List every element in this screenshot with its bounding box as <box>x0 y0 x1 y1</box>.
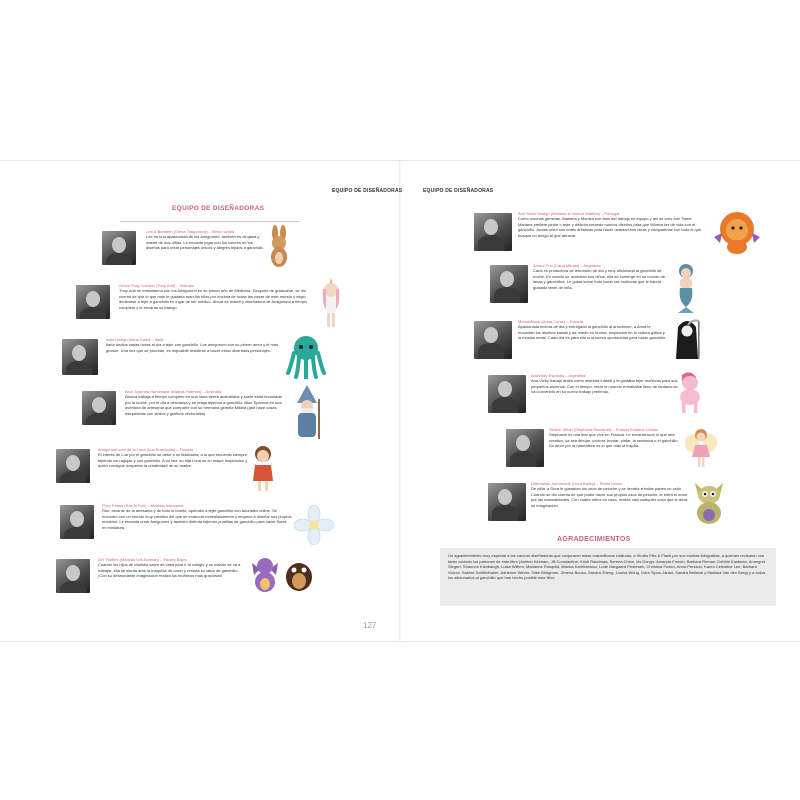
monster-toy-icon <box>692 479 726 527</box>
designer-text: Ariel Design (Ilaria Caliri) – Italia Ilaria dedica varias horas al día a tejer con ganchillo. Los amigurumi son su primer amor y el más grande. Una vez que se prueban, es imposible resistirse a hacer estos divertidos personajes. <box>106 337 281 353</box>
designer-photo <box>506 429 544 467</box>
book-spread <box>0 160 800 642</box>
designer-photo <box>62 339 98 375</box>
designer-text: AnaVicky Espósito – Argentina Ana Vicky trabajó antes como maestra infantil y le gustaba tejer muñecos para sus pequeños alumnos. Con el tiempo, crear un mundo entrañable lleno de fantasía se ha convertido en su nuevo trabajo preferido. <box>531 373 681 395</box>
designer-photo <box>56 559 90 593</box>
right-running-title: EQUIPO DE DISEÑADORAS <box>423 188 494 194</box>
designer-name: Sinbrin Stitch (Stephanie Boulanet) – Francia Estados Unidos <box>549 427 659 432</box>
left-section-title: EQUIPO DE DISEÑADORAS <box>172 205 265 212</box>
designer-photo <box>490 265 528 303</box>
designer-name: DIY Fluffies (Mariska Vos-Bolman) – Países Bajos <box>98 557 187 562</box>
left-running-title: EQUIPO DE DISEÑADORAS <box>332 188 403 194</box>
bunny-toy-icon <box>266 225 292 269</box>
designer-text: Ami Twins Design (Mariana & Mónica Martins) – Portugal Como muchas gemelas, Mariana y Mónica son fans del trabajo en equipo y así se creó Ami Twins. Mariana prefiere pintar o tejer y disfruta creando nuevos diseños para que Mónica les dé vida con el ganchillo. Juntas unen sus dotes artísticas para hacer realidad sus ideas y compartirlas con todo el que busque un amigo al que abrazar. <box>518 211 708 238</box>
wizard-toy-icon <box>290 385 324 441</box>
fairy-toy-icon <box>684 425 718 471</box>
designer-photo <box>474 321 512 359</box>
thanks-box <box>440 548 776 606</box>
thanks-text: Un agradecimiento muy especial a las caroros diseñadoras que conjuraron estas maravillosas criaturas, a Studio Flits & Flash por sus bonitas fotografías, a quienes revisaron con tanto cuidado los patrones de este libro (Ashton Kirkham, Jill Constantine, Kristi Randmaa, Serena Chew, Iris Dongo, Amanda French, Barbara Reman, Debbie Eastman, Annegret Siegert, Shannon Kishbaugh, Luisa Willem, Marianne Rosqvist, Bianka Karelkiewicz, Lotte Nørgaard Pedersen, Christina Foden, Anna Persson, Karen Celestine Lee, Barbara Vidcov, Sabine Schiffelhuber, Adrienne Weber, Silke Bridgman, Jimena Bouso, Sandra Zheng, Louisa Wong, Dóra Sipos-Járási, Sandra Bellecal y Mariska Van den Berg) y a todos los aficionados al ganchillo que han hecho posible este libro. <box>448 553 766 581</box>
designer-photo <box>76 285 110 319</box>
designer-name: Green Frog Crochet (Thuy Anh) – Vietnam <box>119 283 195 288</box>
flower-toy-icon <box>294 505 334 545</box>
doll-toy-icon <box>250 443 276 493</box>
unicorn-girl-toy-icon <box>318 275 344 331</box>
designer-name: Lee & Bomben (Olena Tarapolova) – Reino Unido <box>146 229 234 234</box>
designer-name: Ami Twins Design (Mariana & Mónica Martins) – Portugal <box>518 211 620 216</box>
page-number: 127 <box>363 621 377 630</box>
reaper-toy-icon <box>672 317 702 361</box>
designer-text: Lee & Bomben (Olena Tarapolova) – Reino Unido Lee es una apasionada de los Amigurumi, también es cirujana y madre de dos niñas. Le encanta jugar con los colores en los diseños para crear personajes únicos y alegres tejidos a ganchillo. <box>146 229 264 251</box>
designer-photo <box>82 391 116 425</box>
bird-toy-icon <box>284 557 314 593</box>
designer-photo <box>474 213 512 251</box>
page-gutter <box>399 161 401 641</box>
dragon-toy-icon <box>248 553 282 593</box>
designer-photo <box>60 505 94 539</box>
designer-photo <box>488 483 526 521</box>
designer-photo <box>102 231 136 265</box>
designer-name: Pichi Pearls (Rue N Koh) – Malasia Indonesia <box>102 503 184 508</box>
designer-name: Littleowlsa_handmade (Dora Bailey) – Reino Unido <box>531 481 622 486</box>
designer-text: Green Frog Crochet (Thuy Anh) – Vietnam Thuy Anh se entusiasmó con los Amigurumi en su primer año de Medicina. Después de graduarse, se dio cuenta de que lo que más le gustaba eran los hilos por encima de todas las cosas de este mundo y eligió dedicarse a tejer a ganchillo en lugar de ser médico. Ahora es madre y diseñadora de Amigurumi a tiempo completo y le encanta su trabajo. <box>119 283 314 310</box>
thanks-title: AGRADECIMIENTOS <box>557 536 631 543</box>
designer-photo <box>56 449 90 483</box>
octopus-toy-icon <box>286 333 326 379</box>
mermaid-toy-icon <box>672 261 700 315</box>
designer-text: Blue Sparrow Handmade (Bianca Flatman) – Australia Bianca trabaja a tiempo completo en una línea aérea australiana y suele estar levantada por la noche, por el día a descansa y se relaja tejiendo a ganchillo. Blue Sparrow es una aventura de artesanía que comparte con su hermana gemela Mikela (que hace cosas estupendas con vinilos y gráficos vectoriales). <box>125 389 287 416</box>
designer-name: Ariel Design (Ilaria Caliri) – Italia <box>106 337 164 342</box>
lion-toy-icon <box>712 209 762 255</box>
designer-text: Pichi Pearls (Rue N Koh) – Malasia Indonesia Rue, amante de la artesanía y de todo lo bonito, aprendió a tejer ganchillo con tutoriales online. Se encontró con un mundo muy creativo del que se enamoró inmediatamente y empezó a diseñar sus propios modelos. Le encanta crear Amigurumi y también disfruta tejiendo puntillas de ganchillo para hacer flores en miniatura. <box>102 503 292 530</box>
designer-name: Blue Sparrow Handmade (Bianca Flatman) – Australia <box>125 389 222 394</box>
designer-name: Amour Fou (Carla Mitrani) – Argentina <box>533 263 601 268</box>
designer-name: MonokiNook (Anna Corse) – Francia <box>518 319 583 324</box>
designer-text: Amigurumi.com de la Luna (Lúa Brambrilla) – Francia El interés de Lúa por el ganchillo se debe a su bisabuela, a la que recuerda siempre tejiendo con agujas y con ganchillo. A su vez, su hija Luna es su mayor inspiración y quien consigue despertar la creatividad de su madre. <box>98 447 248 469</box>
pony-toy-icon <box>676 369 704 417</box>
designer-text: DIY Fluffies (Mariska Vos-Bolman) – Países Bajos Cuando los hijos de Mariska salen de casa para ir al colegio y su marido se va a trabajar, ella se sienta ante la máquina de coser y retoma su labor de ganchillo. ¡Con su desbordante imaginación realiza los muñecos más graciosos! <box>98 557 246 579</box>
designer-photo <box>488 375 526 413</box>
designer-text: Amour Fou (Carla Mitrani) – Argentina Carla es productora de televisión de día y muy aficionada al ganchillo de noche. En cuanto se acuestan sus niños, ella se sumerge en su mundo de lanas y ganchillos. Le gusta sobre todo hacer las muñecas que le habría gustado tener de niña. <box>533 263 671 290</box>
designer-text: MonokiNook (Anna Corse) – Francia Apasionada lectora de día y entregada al ganchillo al anochecer, a Anna le encantan los diseños kawaii y de miedo en broma, inspirados en la cultura gótica y la música metal. Cada día es para ella una nueva oportunidad para hacer ganchillo. <box>518 319 667 341</box>
designer-text: Sinbrin Stitch (Stephanie Boulanet) – Francia Estados Unidos Stephanie es una kiwi que vive en Francia. Le encanta todo lo que sea creativo, ya sea dibujar, cocinar, bordar, pintar, la cerámica o el ganchillo. Su amor por la naturaleza es lo que más la inspira. <box>549 427 679 449</box>
designer-text: Littleowlsa_handmade (Dora Bailey) – Reino Unido De niña, a Dora le gustaban los osos de peluche y se llevaba a todas partes un osito. Cuando se dio cuenta de que podía hacer sus propios osos de peluche, le entró el amor por las manualidades. Con cuatro niños en casa, realiza casi cualquier cosa que le dicta su imaginación. <box>531 481 688 508</box>
designer-name: AnaVicky Espósito – Argentina <box>531 373 586 378</box>
section-divider <box>120 221 300 222</box>
designer-name: Amigurumi.com de la Luna (Lúa Brambrilla) – Francia <box>98 447 193 452</box>
